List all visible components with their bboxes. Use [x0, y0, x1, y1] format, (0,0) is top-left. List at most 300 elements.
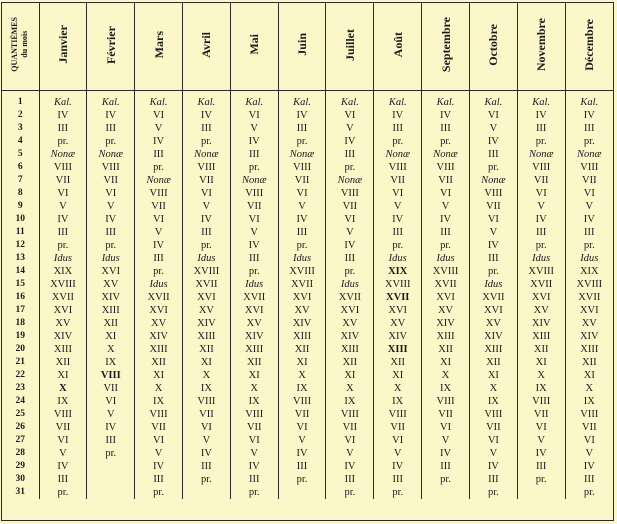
- table-row: [2, 356, 613, 369]
- date-cell: III: [135, 473, 183, 486]
- date-cell: VII: [230, 421, 278, 434]
- date-cell: III: [87, 434, 135, 447]
- date-cell: IV: [278, 109, 326, 122]
- header-month: [87, 3, 135, 91]
- table-row: [2, 239, 613, 252]
- date-cell: III: [584, 474, 595, 485]
- date-cell: IV: [182, 447, 230, 460]
- header-month: [230, 3, 278, 91]
- date-cell: XV: [469, 317, 517, 330]
- table-row: [2, 265, 613, 278]
- day-number: 29: [2, 460, 39, 473]
- date-cell: pr.: [230, 486, 278, 499]
- date-cell: XVII: [422, 278, 470, 291]
- date-cell: IV: [326, 460, 374, 473]
- date-cell: V: [374, 200, 422, 213]
- day-number: 2: [2, 109, 39, 122]
- date-cell: V: [135, 226, 183, 239]
- date-cell: Idus: [580, 253, 599, 264]
- table-row: [2, 382, 613, 395]
- date-cell: Idus: [135, 278, 183, 291]
- date-cell: III: [374, 122, 422, 135]
- date-cell: XI: [182, 356, 230, 369]
- date-cell: XVI: [135, 304, 183, 317]
- date-cell: XVI: [579, 305, 599, 316]
- date-cell: pr.: [326, 486, 374, 499]
- day-number: 11: [2, 226, 39, 239]
- date-cell: VII: [182, 174, 230, 187]
- date-cell: XVI: [278, 291, 326, 304]
- date-cell: V: [135, 122, 183, 135]
- date-cell: Nonæ: [517, 148, 565, 161]
- date-cell: pr.: [374, 486, 422, 499]
- date-cell: VI: [230, 109, 278, 122]
- date-cell: IX: [87, 356, 135, 369]
- date-cell: pr.: [422, 135, 470, 148]
- date-cell: XI: [87, 330, 135, 343]
- date-cell: III: [422, 460, 470, 473]
- date-cell: XII: [278, 343, 326, 356]
- date-cell: Kal.: [278, 96, 326, 109]
- date-cell: VI: [182, 421, 230, 434]
- date-cell: III: [278, 460, 326, 473]
- date-cell: pr.: [182, 473, 230, 486]
- date-cell: XI: [39, 369, 87, 382]
- date-cell: pr.: [87, 239, 135, 252]
- date-cell: Idus: [326, 278, 374, 291]
- date-cell: XVIII: [39, 278, 87, 291]
- date-cell: pr.: [517, 473, 565, 486]
- date-cell: VIII: [580, 162, 599, 173]
- date-cell: V: [278, 434, 326, 447]
- date-cell: X: [517, 369, 565, 382]
- date-cell: [182, 486, 230, 499]
- date-cell: VIII: [278, 161, 326, 174]
- date-cell: pr.: [278, 135, 326, 148]
- table-body: [2, 91, 613, 500]
- date-cell: IV: [326, 135, 374, 148]
- date-cell: XIII: [517, 330, 565, 343]
- date-cell: III: [374, 473, 422, 486]
- date-cell: III: [517, 122, 565, 135]
- day-number: 27: [2, 434, 39, 447]
- date-cell: VI: [39, 434, 87, 447]
- date-cell: pr.: [374, 135, 422, 148]
- table-row: [2, 148, 613, 161]
- date-cell: XVI: [469, 304, 517, 317]
- date-cell: XIX: [374, 265, 422, 278]
- date-cell: XV: [422, 304, 470, 317]
- date-cell: IX: [182, 382, 230, 395]
- date-cell: XIII: [580, 344, 599, 355]
- date-cell: III: [39, 226, 87, 239]
- date-cell: VII: [182, 408, 230, 421]
- date-cell: XV: [581, 318, 597, 329]
- date-cell: pr.: [469, 265, 517, 278]
- day-number: 13: [2, 252, 39, 265]
- date-cell: X: [422, 369, 470, 382]
- date-cell: III: [517, 460, 565, 473]
- table-row: [2, 421, 613, 434]
- date-cell: XVIII: [278, 265, 326, 278]
- date-cell: III: [422, 122, 470, 135]
- date-cell: V: [87, 408, 135, 421]
- date-cell: VI: [182, 187, 230, 200]
- date-cell: pr.: [230, 265, 278, 278]
- date-cell: XI: [230, 369, 278, 382]
- date-cell: III: [469, 148, 517, 161]
- date-cell: IV: [422, 447, 470, 460]
- date-cell: XII: [422, 343, 470, 356]
- date-cell: XVI: [422, 291, 470, 304]
- date-cell: XII: [469, 356, 517, 369]
- date-cell: III: [278, 122, 326, 135]
- date-cell: VI: [374, 434, 422, 447]
- date-cell: XIV: [135, 330, 183, 343]
- date-cell: VIII: [39, 161, 87, 174]
- day-number: 6: [2, 161, 39, 174]
- date-cell: pr.: [422, 239, 470, 252]
- date-cell: III: [326, 148, 374, 161]
- date-cell: Idus: [278, 252, 326, 265]
- date-cell: VIII: [469, 187, 517, 200]
- header-month-label: Mars: [151, 30, 166, 59]
- date-cell: V: [326, 122, 374, 135]
- date-cell: [87, 486, 135, 499]
- table-row: [2, 460, 613, 473]
- date-cell: III: [230, 252, 278, 265]
- date-cell: Kal.: [422, 96, 470, 109]
- date-cell: VIII: [182, 395, 230, 408]
- date-cell: VI: [135, 213, 183, 226]
- header-month: [326, 3, 374, 91]
- date-cell: III: [230, 148, 278, 161]
- table-row: [2, 473, 613, 486]
- date-cell: III: [584, 123, 595, 134]
- date-cell: X: [135, 382, 183, 395]
- date-cell: Idus: [182, 252, 230, 265]
- date-cell: VIII: [230, 408, 278, 421]
- date-cell: XVIII: [374, 278, 422, 291]
- date-cell: IV: [87, 421, 135, 434]
- date-cell: pr.: [87, 447, 135, 460]
- date-cell: IV: [469, 239, 517, 252]
- date-cell: VIII: [469, 408, 517, 421]
- date-cell: pr.: [326, 161, 374, 174]
- date-cell: Nonæ: [326, 174, 374, 187]
- date-cell: VI: [39, 187, 87, 200]
- date-cell: Nonæ: [87, 148, 135, 161]
- header-month-label: Juin: [295, 33, 310, 56]
- date-cell: XV: [39, 317, 87, 330]
- date-cell: IV: [517, 213, 565, 226]
- date-cell: IV: [182, 213, 230, 226]
- date-cell: XVIII: [182, 265, 230, 278]
- date-cell: IV: [230, 239, 278, 252]
- day-number: 18: [2, 317, 39, 330]
- date-cell: III: [278, 226, 326, 239]
- date-cell: VI: [469, 109, 517, 122]
- date-cell: IV: [583, 461, 595, 472]
- date-cell: V: [39, 447, 87, 460]
- date-cell: III: [517, 226, 565, 239]
- date-cell: XV: [135, 317, 183, 330]
- date-cell: XII: [230, 356, 278, 369]
- date-cell: V: [135, 447, 183, 460]
- date-cell: IV: [39, 213, 87, 226]
- date-cell: Nonæ: [469, 174, 517, 187]
- date-cell: XIV: [278, 317, 326, 330]
- date-cell: XIII: [39, 343, 87, 356]
- day-number: 7: [2, 174, 39, 187]
- date-cell: Kal.: [39, 96, 87, 109]
- date-cell: XV: [278, 304, 326, 317]
- date-cell: XII: [326, 356, 374, 369]
- date-cell: pr.: [278, 239, 326, 252]
- date-cell: V: [39, 200, 87, 213]
- date-cell: Idus: [517, 252, 565, 265]
- header-month-label: Février: [103, 25, 118, 64]
- table-row: [2, 395, 613, 408]
- date-cell: XVII: [578, 292, 601, 303]
- date-cell: III: [374, 226, 422, 239]
- date-cell: pr.: [278, 473, 326, 486]
- date-cell: X: [230, 382, 278, 395]
- date-cell: VI: [87, 187, 135, 200]
- date-cell: VII: [39, 421, 87, 434]
- date-cell: XIII: [87, 304, 135, 317]
- date-cell: pr.: [326, 265, 374, 278]
- date-cell: VII: [374, 421, 422, 434]
- header-month: [135, 3, 183, 91]
- date-cell: VI: [135, 109, 183, 122]
- date-cell: VIII: [182, 161, 230, 174]
- date-cell: VII: [87, 382, 135, 395]
- table-row: [2, 200, 613, 213]
- date-cell: IV: [469, 135, 517, 148]
- date-cell: IX: [135, 395, 183, 408]
- header-month: [374, 3, 422, 91]
- date-cell: XII: [374, 356, 422, 369]
- date-cell: pr.: [422, 473, 470, 486]
- header-month: [469, 3, 517, 91]
- table-row: [2, 135, 613, 148]
- date-cell: XIV: [182, 317, 230, 330]
- date-cell: XV: [87, 278, 135, 291]
- day-number: 8: [2, 187, 39, 200]
- date-cell: VIII: [326, 408, 374, 421]
- date-cell: IV: [374, 460, 422, 473]
- date-cell: VI: [469, 434, 517, 447]
- date-cell: VI: [278, 187, 326, 200]
- date-cell: V: [469, 447, 517, 460]
- date-cell: VI: [374, 187, 422, 200]
- table-row: [2, 304, 613, 317]
- date-cell: Idus: [87, 252, 135, 265]
- date-cell: IV: [517, 109, 565, 122]
- date-cell: Nonæ: [422, 148, 470, 161]
- date-cell: X: [585, 383, 594, 394]
- date-cell: [278, 486, 326, 499]
- date-cell: XVII: [469, 291, 517, 304]
- table-row: [2, 213, 613, 226]
- date-cell: Nonæ: [135, 174, 183, 187]
- header-month-label: Septembre: [438, 16, 453, 73]
- date-cell: XIV: [230, 330, 278, 343]
- date-cell: XV: [182, 304, 230, 317]
- date-cell: III: [182, 460, 230, 473]
- date-cell: pr.: [87, 135, 135, 148]
- day-number: 23: [2, 382, 39, 395]
- date-cell: VIII: [230, 187, 278, 200]
- date-cell: pr.: [39, 135, 87, 148]
- date-cell: pr.: [39, 486, 87, 499]
- date-cell: XII: [135, 356, 183, 369]
- date-cell: VII: [326, 421, 374, 434]
- table-row: [2, 96, 613, 109]
- date-cell: XVI: [517, 291, 565, 304]
- date-cell: XIII: [278, 330, 326, 343]
- date-cell: Idus: [39, 252, 87, 265]
- date-cell: V: [230, 447, 278, 460]
- date-cell: IV: [583, 214, 595, 225]
- header-month: [278, 3, 326, 91]
- date-cell: IV: [182, 109, 230, 122]
- date-cell: XIV: [87, 291, 135, 304]
- date-cell: XIII: [469, 343, 517, 356]
- roman-calendar-table: [2, 3, 613, 499]
- date-cell: Kal.: [87, 96, 135, 109]
- header-month: [517, 3, 565, 91]
- date-cell: V: [230, 122, 278, 135]
- table-row: [2, 343, 613, 356]
- date-cell: IX: [278, 382, 326, 395]
- date-cell: IV: [230, 460, 278, 473]
- day-number: 19: [2, 330, 39, 343]
- date-cell: [87, 473, 135, 486]
- date-cell: XIII: [374, 343, 422, 356]
- table-row: [2, 486, 613, 499]
- date-cell: XI: [517, 356, 565, 369]
- date-cell: XVI: [374, 304, 422, 317]
- date-cell: VI: [278, 421, 326, 434]
- table-row: [2, 122, 613, 135]
- date-cell: IX: [583, 396, 595, 407]
- date-cell: III: [326, 252, 374, 265]
- date-cell: VI: [326, 213, 374, 226]
- date-cell: VIII: [135, 408, 183, 421]
- date-cell: pr.: [517, 239, 565, 252]
- date-cell: XV: [230, 317, 278, 330]
- date-cell: V: [182, 434, 230, 447]
- date-cell: V: [422, 200, 470, 213]
- date-cell: Idus: [469, 278, 517, 291]
- date-cell: XVII: [517, 278, 565, 291]
- date-cell: XIII: [230, 343, 278, 356]
- date-cell: VII: [278, 174, 326, 187]
- date-cell: V: [469, 226, 517, 239]
- header-month-label: Décembre: [582, 18, 597, 71]
- date-cell: IV: [39, 460, 87, 473]
- date-cell: IV: [87, 109, 135, 122]
- date-cell: IV: [422, 109, 470, 122]
- date-cell: pr.: [39, 239, 87, 252]
- date-cell: VII: [326, 200, 374, 213]
- table-row: [2, 161, 613, 174]
- date-cell: VII: [517, 408, 565, 421]
- date-cell: IV: [583, 110, 595, 121]
- date-cell: pr.: [583, 136, 595, 147]
- table-row: [2, 369, 613, 382]
- date-cell: XIV: [469, 330, 517, 343]
- date-cell: Kal.: [374, 96, 422, 109]
- date-cell: VIII: [580, 409, 599, 420]
- header-month-label: Janvier: [55, 25, 70, 64]
- day-number: 5: [2, 148, 39, 161]
- header-month-label: Août: [390, 31, 405, 58]
- header-month-label: Juillet: [342, 28, 357, 61]
- date-cell: V: [87, 200, 135, 213]
- date-cell: XVIII: [422, 265, 470, 278]
- date-cell: VII: [582, 422, 597, 433]
- date-cell: Nonæ: [182, 148, 230, 161]
- date-cell: V: [422, 434, 470, 447]
- date-cell: V: [326, 226, 374, 239]
- date-cell: IV: [469, 460, 517, 473]
- date-cell: VI: [326, 434, 374, 447]
- day-number: 4: [2, 135, 39, 148]
- header-month: [182, 3, 230, 91]
- table-row: [2, 109, 613, 122]
- date-cell: XI: [135, 369, 183, 382]
- date-cell: XVI: [326, 304, 374, 317]
- day-number: 12: [2, 239, 39, 252]
- date-cell: [87, 460, 135, 473]
- date-cell: Kal.: [135, 96, 183, 109]
- date-cell: pr.: [182, 135, 230, 148]
- date-cell: VII: [517, 174, 565, 187]
- date-cell: VIII: [135, 187, 183, 200]
- date-cell: IV: [374, 213, 422, 226]
- date-cell: III: [182, 122, 230, 135]
- date-cell: VIII: [517, 395, 565, 408]
- date-cell: XIV: [517, 317, 565, 330]
- date-cell: XVII: [135, 291, 183, 304]
- date-cell: XVII: [182, 278, 230, 291]
- header-month: [39, 3, 87, 91]
- date-cell: Nonæ: [230, 174, 278, 187]
- date-cell: V: [230, 226, 278, 239]
- date-cell: XIX: [579, 266, 599, 277]
- date-cell: IV: [135, 239, 183, 252]
- date-cell: VII: [469, 421, 517, 434]
- table-row: [2, 278, 613, 291]
- date-cell: XV: [374, 317, 422, 330]
- date-cell: IV: [39, 109, 87, 122]
- date-cell: VIII: [278, 395, 326, 408]
- date-cell: XVIII: [517, 265, 565, 278]
- date-cell: III: [230, 473, 278, 486]
- table-row: [2, 252, 613, 265]
- date-cell: VII: [422, 408, 470, 421]
- day-number: 3: [2, 122, 39, 135]
- date-cell: IV: [326, 239, 374, 252]
- date-cell: XIV: [326, 330, 374, 343]
- date-cell: III: [469, 252, 517, 265]
- table-row: [2, 330, 613, 343]
- date-cell: XIV: [579, 331, 599, 342]
- date-cell: IX: [422, 382, 470, 395]
